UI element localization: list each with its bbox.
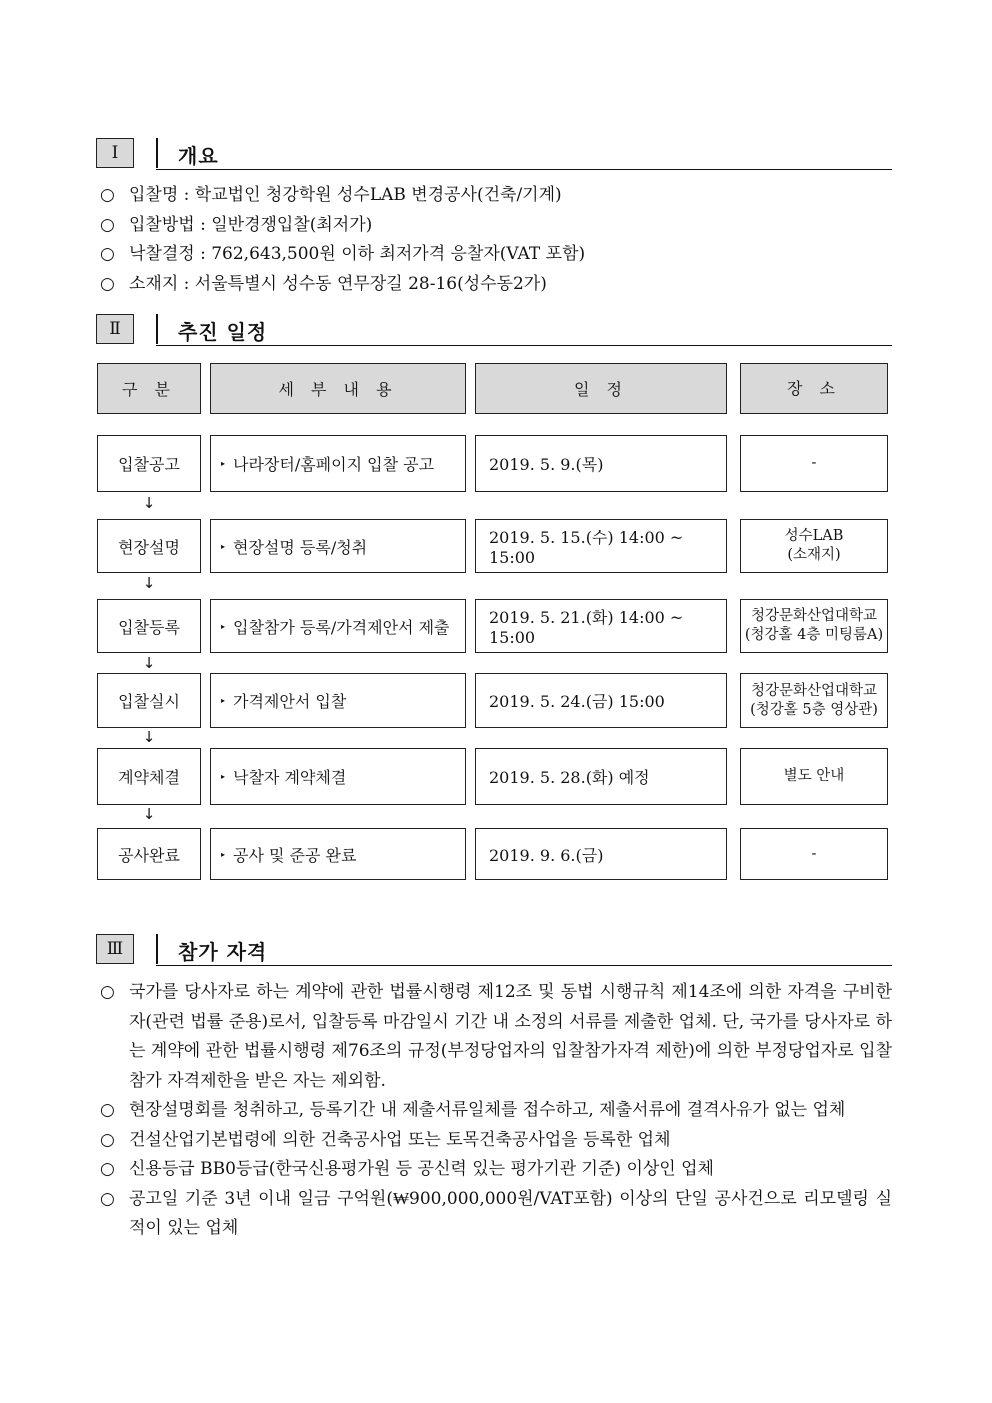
down-arrow-icon: ↓: [142, 494, 156, 512]
section-number: Ⅱ: [96, 314, 134, 344]
list-item: ○ 낙찰결정 : 762,643,500원 이하 최저가격 응찰자(VAT 포함): [100, 240, 892, 270]
schedule-place: 성수LAB (소재지): [740, 519, 888, 573]
column-header-detail: 세 부 내 용: [210, 363, 466, 414]
down-arrow-icon: ↓: [142, 654, 156, 672]
triangle-bullet-icon: ▸: [221, 621, 226, 631]
section-title: 추진 일정: [178, 320, 268, 344]
circle-bullet-icon: ○: [100, 244, 115, 264]
list-item: ○ 국가를 당사자로 하는 계약에 관한 법률시행령 제12조 및 동법 시행규칙 제14조에 의한 자격을 구비한 자(관련 법률 준용)로서, 입찰등록 마감일시 기간 내 소정의 서류를 제출한 업체. 단, 국가를 당사자로 하는 계약에 관한 법률시행령 제76조의 규정(부정당업자의 입찰참가자격 제한)에 의한 부정당업자로 입찰참가 자격제한을 받은 자는 제외함.: [100, 978, 892, 1096]
circle-bullet-icon: ○: [100, 273, 115, 294]
section-schedule-header: [96, 314, 892, 348]
list-item: ○ 입찰명 : 학교법인 청강학원 성수LAB 변경공사(건축/기계): [100, 181, 892, 211]
qualification-list: [100, 978, 892, 1244]
divider: [156, 138, 158, 168]
list-item: ○ 건설산업기본법령에 의한 건축공사업 또는 토목건축공사업을 등록한 업체: [100, 1126, 892, 1156]
schedule-category: 계약체결: [97, 748, 201, 805]
column-header-date: 일 정: [475, 363, 727, 414]
section-number: Ⅰ: [96, 138, 134, 168]
section-title: 개요: [178, 144, 219, 168]
circle-bullet-icon: ○: [100, 1188, 115, 1209]
schedule-category: 현장설명: [97, 519, 201, 573]
schedule-date: 2019. 5. 21.(화) 14:00 ~ 15:00: [475, 599, 727, 653]
circle-bullet-icon: ○: [100, 214, 115, 235]
schedule-date: 2019. 5. 24.(금) 15:00: [475, 673, 727, 728]
schedule-category: 입찰등록: [97, 599, 201, 653]
triangle-bullet-icon: ▸: [221, 849, 226, 859]
list-item: ○ 소재지 : 서울특별시 성수동 연무장길 28-16(성수동2가): [100, 270, 892, 300]
section-qualification-header: [96, 934, 892, 968]
list-item: ○ 입찰방법 : 일반경쟁입찰(최저가): [100, 211, 892, 241]
section-number: Ⅲ: [96, 934, 134, 964]
list-item: ○ 공고일 기준 3년 이내 일금 구억원(₩900,000,000원/VAT포함) 이상의 단일 공사건으로 리모델링 실적이 있는 업체: [100, 1185, 892, 1244]
schedule-detail: ▸ 현장설명 등록/청취: [210, 519, 466, 573]
schedule-category: 공사완료: [97, 828, 201, 880]
divider: [156, 934, 158, 964]
circle-bullet-icon: ○: [100, 1159, 115, 1179]
down-arrow-icon: ↓: [142, 728, 156, 746]
triangle-bullet-icon: ▸: [221, 696, 226, 705]
divider: [156, 314, 158, 344]
header-rule: [156, 169, 892, 170]
header-rule: [156, 965, 892, 966]
schedule-detail: ▸ 공사 및 준공 완료: [210, 828, 466, 880]
column-header-category: 구 분: [97, 363, 201, 414]
schedule-category: 입찰공고: [97, 435, 201, 492]
triangle-bullet-icon: ▸: [221, 459, 226, 468]
down-arrow-icon: ↓: [142, 805, 156, 823]
down-arrow-icon: ↓: [142, 574, 156, 592]
header-rule: [156, 345, 892, 346]
schedule-place: 별도 안내: [740, 748, 888, 805]
schedule-date: 2019. 5. 28.(화) 예정: [475, 748, 727, 805]
circle-bullet-icon: ○: [100, 185, 115, 205]
triangle-bullet-icon: ▸: [221, 772, 226, 781]
section-overview-header: [96, 138, 892, 172]
schedule-place: 청강문화산업대학교 (청강홀 4층 미팅룸A): [740, 599, 888, 653]
list-item: ○ 신용등급 BB0등급(한국신용평가원 등 공신력 있는 평가기관 기준) 이상인 업체: [100, 1155, 892, 1185]
column-header-place: 장 소: [740, 363, 888, 414]
circle-bullet-icon: ○: [100, 1100, 115, 1120]
schedule-place: -: [740, 435, 888, 492]
schedule-place: 청강문화산업대학교 (청강홀 5층 영상관): [740, 673, 888, 728]
schedule-detail: ▸ 낙찰자 계약체결: [210, 748, 466, 805]
section-title: 참가 자격: [178, 940, 268, 964]
schedule-detail: ▸ 입찰참가 등록/가격제안서 제출: [210, 599, 466, 653]
schedule-date: 2019. 5. 15.(수) 14:00 ~ 15:00: [475, 519, 727, 573]
list-item: ○ 현장설명회를 청취하고, 등록기간 내 제출서류일체를 접수하고, 제출서류에 결격사유가 없는 업체: [100, 1096, 892, 1126]
schedule-date: 2019. 5. 9.(목): [475, 435, 727, 492]
schedule-category: 입찰실시: [97, 673, 201, 728]
triangle-bullet-icon: ▸: [221, 541, 226, 551]
schedule-detail: ▸ 나라장터/홈페이지 입찰 공고: [210, 435, 466, 492]
circle-bullet-icon: ○: [100, 982, 115, 1002]
circle-bullet-icon: ○: [100, 1129, 115, 1150]
schedule-detail: ▸ 가격제안서 입찰: [210, 673, 466, 728]
overview-list: [100, 181, 892, 299]
schedule-place: -: [740, 828, 888, 880]
schedule-date: 2019. 9. 6.(금): [475, 828, 727, 880]
